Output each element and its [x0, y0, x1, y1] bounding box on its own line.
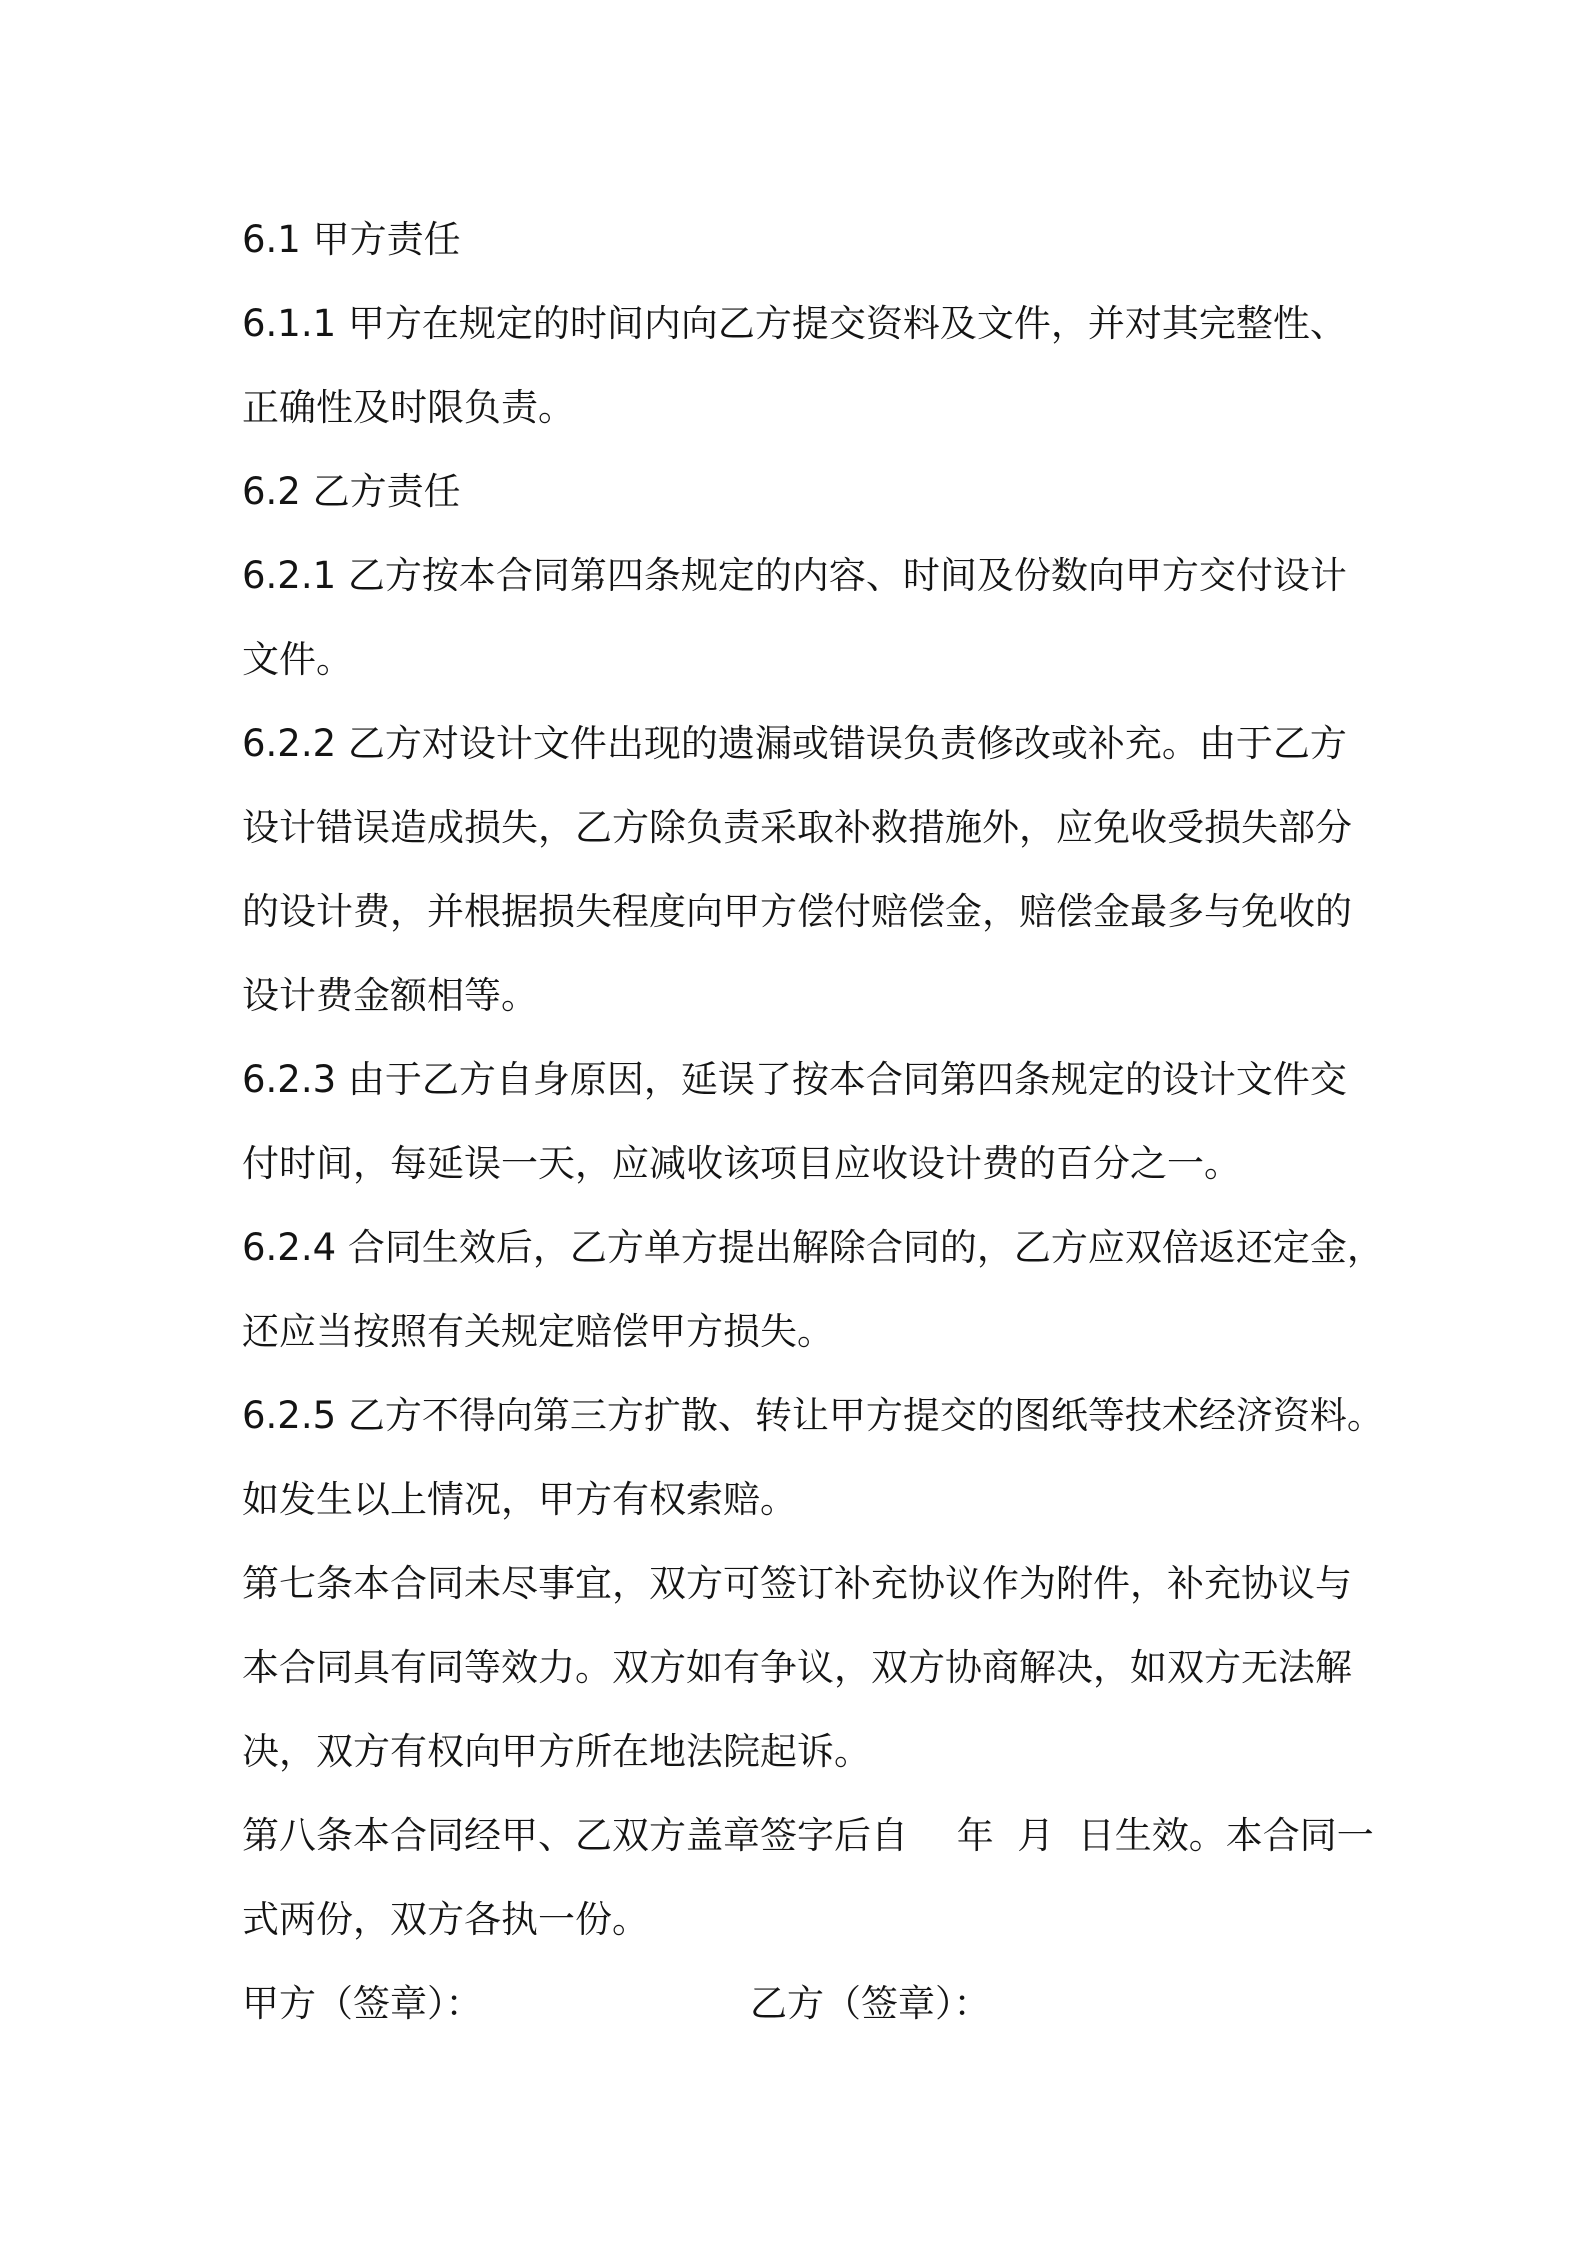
clause-6-2-5-line-1: 6.2.5 乙方不得向第三方扩散、转让甲方提交的图纸等技术经济资料。 — [242, 1394, 1384, 1437]
clause-6-2-2-line-2: 设计错误造成损失，乙方除负责采取补救措施外，应免收受损失部分 — [242, 806, 1352, 849]
clause-6-2-5-line-2: 如发生以上情况，甲方有权索赔。 — [242, 1478, 797, 1521]
clause-6-1-1-line-2: 正确性及时限负责。 — [242, 386, 575, 429]
clause-6-2-1-line-2: 文件。 — [242, 638, 353, 681]
clause-6-2-2-line-4: 设计费金额相等。 — [242, 974, 538, 1017]
article-7-line-3: 决，双方有权向甲方所在地法院起诉。 — [242, 1730, 871, 1773]
article-8-line-1: 第八条本合同经甲、乙双方盖章签字后自 年 月 日生效。本合同一 — [242, 1814, 1374, 1857]
article-7-line-1: 第七条本合同未尽事宜，双方可签订补充协议作为附件，补充协议与 — [242, 1562, 1352, 1605]
party-a-signature-label: 甲方（签章）： — [242, 1982, 483, 2025]
section-heading-6-1: 6.1 甲方责任 — [242, 218, 461, 261]
section-heading-6-2: 6.2 乙方责任 — [242, 470, 461, 513]
clause-6-2-4-line-2: 还应当按照有关规定赔偿甲方损失。 — [242, 1310, 834, 1353]
article-8-line-2: 式两份，双方各执一份。 — [242, 1898, 649, 1941]
clause-6-1-1-line-1: 6.1.1 甲方在规定的时间内向乙方提交资料及文件，并对其完整性、 — [242, 302, 1347, 345]
clause-6-2-4-line-1: 6.2.4 合同生效后，乙方单方提出解除合同的，乙方应双倍返还定金， — [242, 1226, 1384, 1269]
clause-6-2-3-line-2: 付时间，每延误一天，应减收该项目应收设计费的百分之一。 — [242, 1142, 1241, 1185]
clause-6-2-1-line-1: 6.2.1 乙方按本合同第四条规定的内容、时间及份数向甲方交付设计 — [242, 554, 1347, 597]
party-b-signature-label: 乙方（签章）： — [750, 1982, 991, 2025]
signature-row — [242, 1962, 1372, 2046]
clause-6-2-3-line-1: 6.2.3 由于乙方自身原因，延误了按本合同第四条规定的设计文件交 — [242, 1058, 1347, 1101]
clause-6-2-2-line-3: 的设计费，并根据损失程度向甲方偿付赔偿金，赔偿金最多与免收的 — [242, 890, 1352, 933]
clause-6-2-2-line-1: 6.2.2 乙方对设计文件出现的遗漏或错误负责修改或补充。由于乙方 — [242, 722, 1347, 765]
article-7-line-2: 本合同具有同等效力。双方如有争议，双方协商解决，如双方无法解 — [242, 1646, 1352, 1689]
document-body — [242, 198, 1384, 2046]
